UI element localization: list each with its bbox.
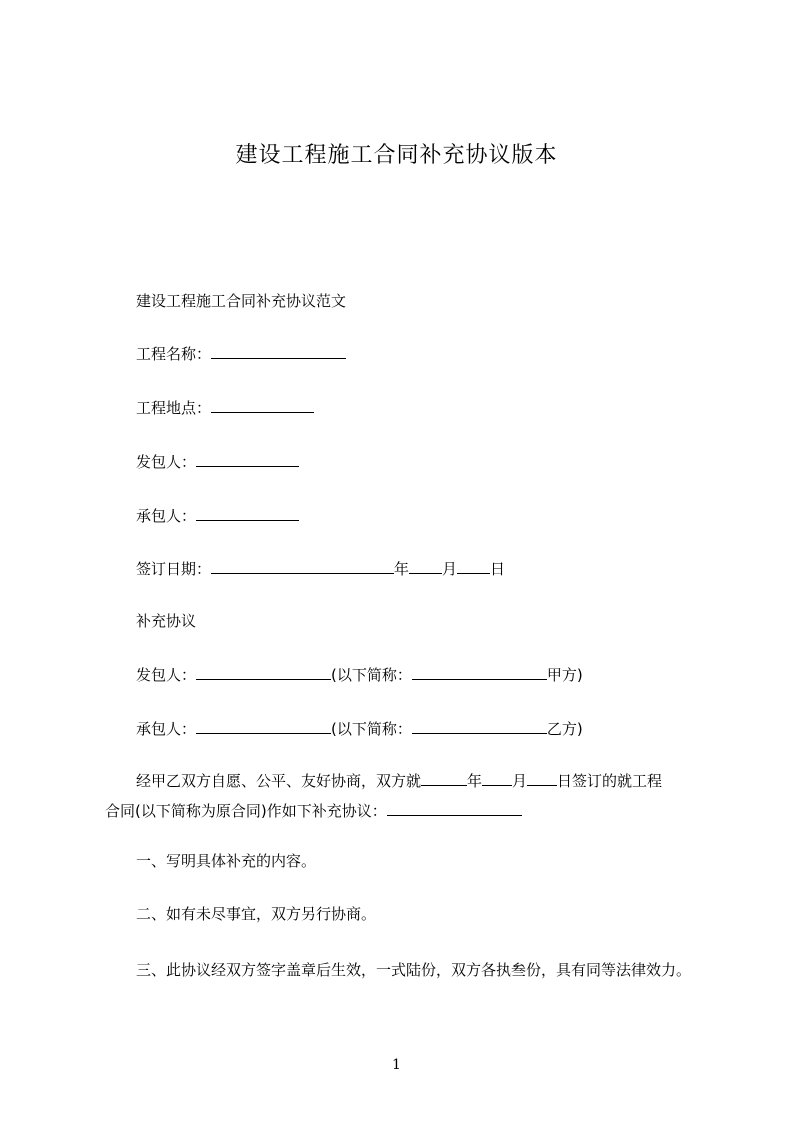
day-label: 日 xyxy=(490,560,506,578)
document-subtitle: 建设工程施工合同补充协议范文 xyxy=(136,292,347,310)
party-a-label: 发包人： xyxy=(136,666,197,684)
owner-row xyxy=(136,451,299,473)
intro-paragraph xyxy=(105,766,717,826)
clause-2: 二、如有未尽事宜，双方另行协商。 xyxy=(136,905,377,923)
party-b-name-blank[interactable] xyxy=(196,719,331,734)
owner-blank[interactable] xyxy=(196,452,299,467)
intro-month: 月 xyxy=(512,772,528,790)
intro-part2: 日签订的就工程 xyxy=(557,772,663,790)
project-name-row xyxy=(136,343,346,365)
party-a-abbr-blank[interactable] xyxy=(412,665,547,680)
party-b-abbr-label: (以下简称： xyxy=(331,720,412,738)
contractor-label: 承包人： xyxy=(136,507,197,525)
intro-part3: 合同(以下简称为原合同)作如下补充协议： xyxy=(105,802,387,820)
party-b-suffix: 乙方) xyxy=(546,720,583,738)
party-b-row xyxy=(136,718,583,740)
project-location-label: 工程地点： xyxy=(136,399,212,417)
project-location-row xyxy=(136,397,314,419)
clause-3-paragraph xyxy=(105,955,717,985)
project-name-label: 工程名称： xyxy=(136,345,212,363)
clause-1: 一、写明具体补充的内容。 xyxy=(136,852,317,870)
intro-month-blank[interactable] xyxy=(482,771,512,786)
intro-contract-blank[interactable] xyxy=(387,801,522,816)
month-label: 月 xyxy=(442,560,458,578)
sign-date-row xyxy=(136,558,505,580)
sign-date-label: 签订日期： xyxy=(136,560,212,578)
intro-part1: 经甲乙双方自愿、公平、友好协商，双方就 xyxy=(136,772,422,790)
party-a-abbr-label: (以下简称： xyxy=(331,666,412,684)
owner-label: 发包人： xyxy=(136,453,197,471)
project-name-blank[interactable] xyxy=(211,344,346,359)
project-location-blank[interactable] xyxy=(211,398,314,413)
party-b-label: 承包人： xyxy=(136,720,197,738)
contractor-blank[interactable] xyxy=(196,506,299,521)
clause-3: 三、此协议经双方签字盖章后生效，一式陆份，双方各执叁份，具有同等法律效力。 xyxy=(136,961,692,979)
month-blank[interactable] xyxy=(409,559,442,574)
year-label: 年 xyxy=(394,560,410,578)
intro-year: 年 xyxy=(467,772,483,790)
party-a-row xyxy=(136,664,583,686)
page-number: 1 xyxy=(392,1057,401,1073)
party-b-abbr-blank[interactable] xyxy=(412,719,547,734)
party-a-name-blank[interactable] xyxy=(196,665,331,680)
party-a-suffix: 甲方) xyxy=(546,666,583,684)
day-blank[interactable] xyxy=(457,559,490,574)
document-title: 建设工程施工合同补充协议版本 xyxy=(235,143,558,168)
sign-date-blank[interactable] xyxy=(211,559,394,574)
section-heading: 补充协议 xyxy=(136,612,197,630)
intro-day-blank[interactable] xyxy=(527,771,557,786)
intro-year-blank[interactable] xyxy=(421,771,467,786)
contractor-row xyxy=(136,505,299,527)
